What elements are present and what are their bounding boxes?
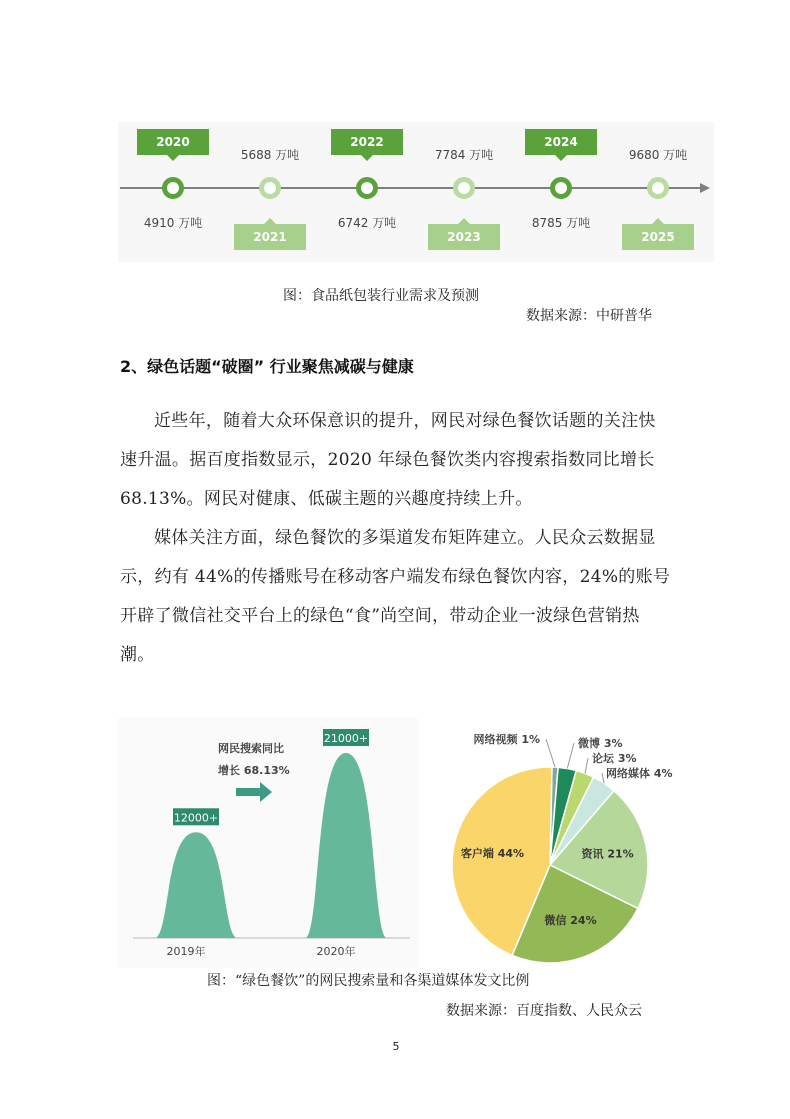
pie-label-客户端: 客户端 44%	[460, 846, 525, 860]
timeline-value-2024: 8785 万吨	[531, 216, 591, 230]
timeline-node-2021	[259, 177, 281, 199]
timeline-value-2022: 6742 万吨	[337, 216, 397, 230]
page-number: 5	[392, 1040, 400, 1053]
timeline-year-2023: 2023	[428, 224, 500, 250]
timeline-figure	[118, 122, 714, 262]
timeline-year-2021: 2021	[234, 224, 306, 250]
section-heading: 2、绿色话题“破圈” 行业聚焦减碳与健康	[120, 357, 414, 376]
timeline-value-2025: 9680 万吨	[628, 148, 688, 162]
bell-data-label-0: 12000+	[173, 811, 219, 825]
timeline-value-2020: 4910 万吨	[143, 216, 203, 230]
pie-label-微博: 微博 3%	[578, 737, 623, 750]
timeline-year-2024: 2024	[525, 129, 597, 155]
timeline-node-2022	[356, 177, 378, 199]
bell-category-label-1: 2020年	[316, 945, 356, 958]
pie-label-微信: 微信 24%	[544, 914, 597, 928]
timeline-node-2023	[453, 177, 475, 199]
figure2-caption: 图：“绿色餐饮”的网民搜索量和各渠道媒体发文比例	[207, 973, 530, 989]
paragraph-2: 媒体关注方面，绿色餐饮的多渠道发布矩阵建立。人民众云数据显示，约有 44%的传播账号在移动客户端发布绿色餐饮内容，24%的账号开辟了微信社交平台上的绿色“食”尚空间，带动企业一波绿色营销热潮。	[120, 528, 671, 665]
bell-category-label-0: 2019年	[166, 945, 206, 958]
timeline-year-2022: 2022	[331, 129, 403, 155]
figure1-caption: 图：食品纸包装行业需求及预测	[283, 288, 479, 304]
paragraph-1: 近些年，随着大众环保意识的提升，网民对绿色餐饮话题的关注快速升温。据百度指数显示，2020 年绿色餐饮类内容搜索指数同比增长 68.13%。网民对健康、低碳主题的兴趣度持续上升。	[120, 411, 656, 509]
timeline-node-2025	[647, 177, 669, 199]
pie-leader-论坛	[585, 758, 588, 773]
pie-leader-网络视频	[546, 739, 555, 767]
figure1-source: 数据来源：中研普华	[526, 308, 652, 324]
pie-label-资讯: 资讯 21%	[581, 847, 634, 861]
search-volume-chart	[118, 718, 418, 968]
growth-annotation-line1: 网民搜索同比	[218, 742, 284, 755]
pie-label-论坛: 论坛 3%	[592, 752, 637, 765]
pie-label-网络视频: 网络视频 1%	[473, 733, 540, 746]
timeline-node-2024	[550, 177, 572, 199]
bell-data-label-1: 21000+	[323, 732, 369, 745]
timeline-node-2020	[162, 177, 184, 199]
timeline-value-2023: 7784 万吨	[434, 148, 494, 162]
timeline-year-2020: 2020	[137, 129, 209, 155]
pie-leader-微博	[567, 743, 574, 769]
growth-annotation-line2: 增长 68.13%	[218, 764, 290, 777]
timeline-year-2025: 2025	[622, 224, 694, 250]
section-body	[120, 402, 672, 675]
timeline-value-2021: 5688 万吨	[240, 148, 300, 162]
figure2-source: 数据来源：百度指数、人民众云	[446, 1003, 642, 1019]
pie-label-网络媒体: 网络媒体 4%	[606, 767, 673, 780]
media-channel-pie-chart	[440, 725, 710, 975]
